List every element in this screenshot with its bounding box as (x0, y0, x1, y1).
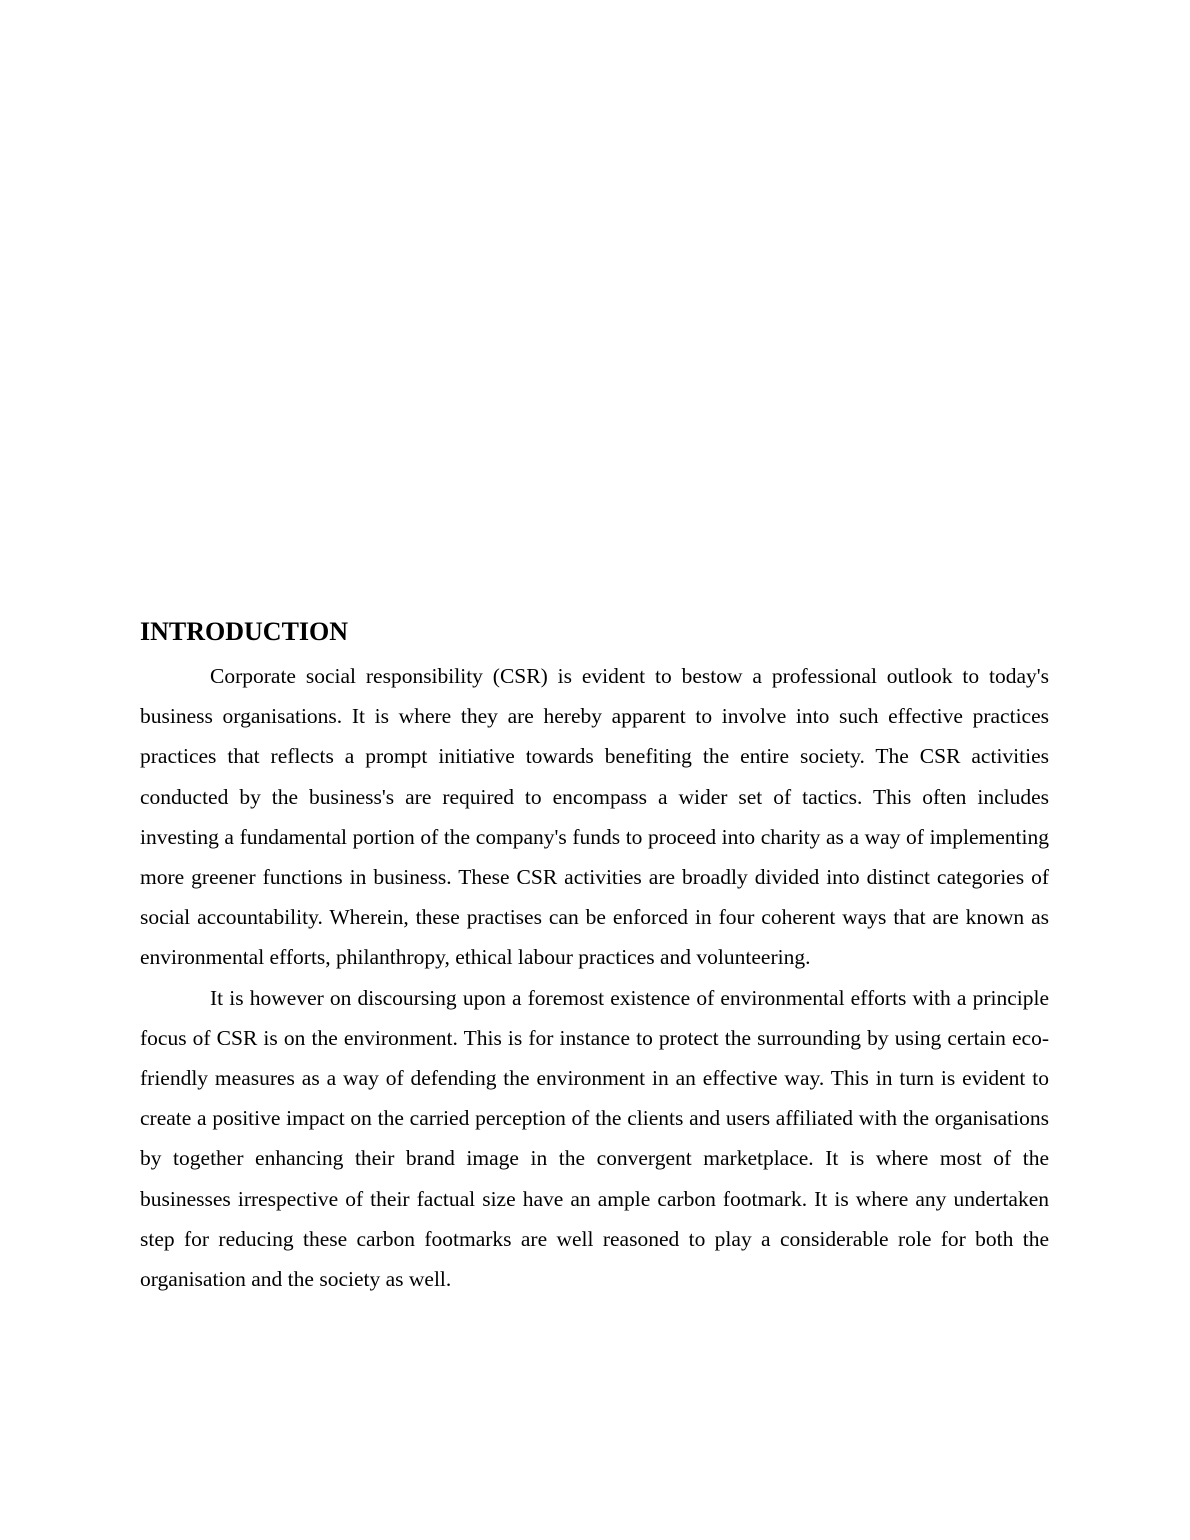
section-heading: INTRODUCTION (140, 617, 349, 646)
paragraph-2: It is however on discoursing upon a foremost existence of environmental efforts with a principle focus of CSR is on the environment. This is for instance to protect the surrounding by using certain eco-friendly measures as a way of defending the environment in an effective way. This in turn is evident to create a positive impact on the carried perception of the clients and users affiliated with the organisations by together enhancing their brand image in the convergent marketplace. It is where most of the businesses irrespective of their factual size have an ample carbon footmark. It is where any undertaken step for reducing these carbon footmarks are well reasoned to play a considerable role for both the organisation and the society as well. (140, 985, 1049, 1292)
document-body (140, 614, 1049, 1299)
paragraph-1: Corporate social responsibility (CSR) is evident to bestow a professional outlook to today's business organisations. It is where they are hereby apparent to involve into such effective practices practices that reflects a prompt initiative towards benefiting the entire society. The CSR activities conducted by the business's are required to encompass a wider set of tactics. This often includes investing a fundamental portion of the company's funds to proceed into charity as a way of implementing more greener functions in business. These CSR activities are broadly divided into distinct categories of social accountability. Wherein, these practises can be enforced in four coherent ways that are known as environmental efforts, philanthropy, ethical labour practices and volunteering. (140, 664, 1049, 970)
